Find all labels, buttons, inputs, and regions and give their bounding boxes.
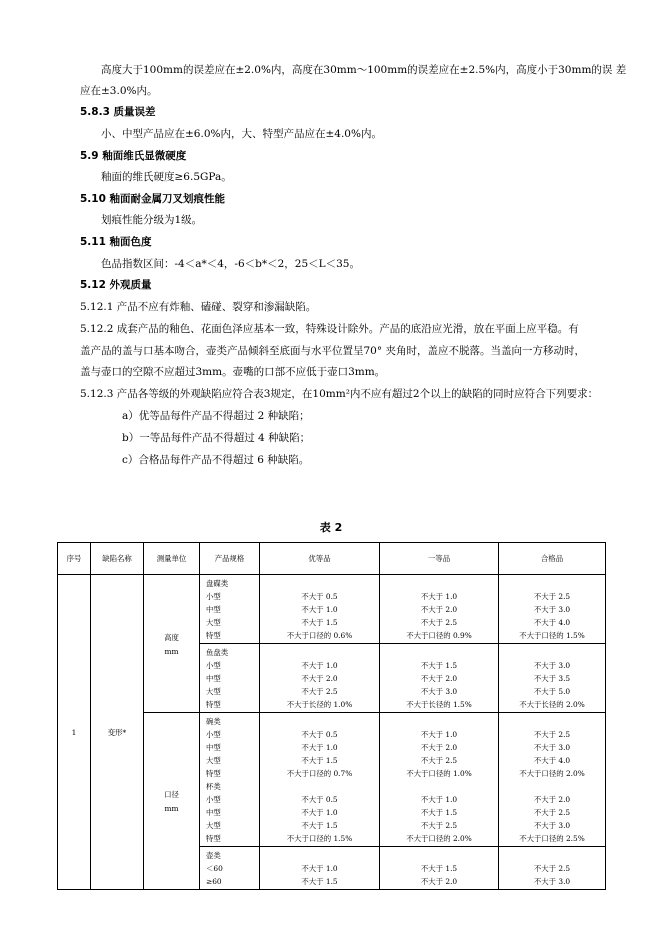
spec-line: 中型 <box>206 808 221 817</box>
value-line: 不大于 1.5 <box>420 864 458 873</box>
spec-line: 大型 <box>206 756 221 765</box>
value-line: 不大于 1.5 <box>301 877 338 886</box>
value-line: 不大于 2.5 <box>533 592 571 601</box>
value-line: 不大于 2.5 <box>420 618 458 627</box>
paragraph-height-error-line2: 应在±3.0%内。 <box>80 85 158 97</box>
value-line: 不大于口径的 2.5% <box>519 834 585 843</box>
paragraph-5-12-2-line1: 5.12.2 成套产品的釉色、花面色泽应基本一致，特殊设计除外。产品的底沿应光滑，放在平面上应平稳。有 <box>80 323 579 335</box>
value-line: 不大于 1.0 <box>420 795 458 804</box>
table-caption: 表 2 <box>319 521 343 534</box>
value-line: 不大于 3.0 <box>533 605 571 614</box>
value-line <box>380 780 498 793</box>
value-line <box>499 577 605 590</box>
value-line: 不大于 3.5 <box>533 674 571 683</box>
value-line: 不大于 3.0 <box>533 661 571 670</box>
spec-line: 特型 <box>206 769 221 778</box>
spec-line: 小型 <box>206 661 221 670</box>
value-line: 不大于 2.0 <box>301 674 338 683</box>
header-cell: 序号 <box>58 543 91 575</box>
value-line: 不大于 3.0 <box>533 821 571 830</box>
paragraph-mass-error: 小、中型产品应在±6.0%内，大、特型产品应在±4.0%内。 <box>101 128 382 140</box>
qualified-cell <box>499 644 606 713</box>
value-line: 不大于 1.0 <box>301 808 338 817</box>
value-line <box>260 577 379 590</box>
spec-cell <box>200 847 260 890</box>
header-cell: 缺陷名称 <box>91 543 144 575</box>
value-line: 不大于 5.0 <box>533 687 571 696</box>
value-line <box>380 646 498 659</box>
heading-5-10: 5.10 釉面耐金属刀叉划痕性能 <box>80 193 226 205</box>
list-item-b: b）一等品每件产品不得超过 4 种缺陷； <box>122 432 311 444</box>
premium-cell <box>260 847 380 890</box>
paragraph-5-12-1: 5.12.1 产品不应有炸釉、磕碰、裂穿和渗漏缺陷。 <box>80 301 317 313</box>
spec-line: 大型 <box>206 821 221 830</box>
value-line: 不大于 2.5 <box>533 864 571 873</box>
value-line: 不大于 1.0 <box>420 592 458 601</box>
header-cell: 产品规格 <box>200 543 260 575</box>
value-line: 不大于 3.0 <box>420 687 458 696</box>
spec-line: 大型 <box>206 687 221 696</box>
value-line <box>499 849 605 862</box>
spec-line: 中型 <box>206 605 221 614</box>
value-line: 不大于 1.5 <box>420 808 458 817</box>
value-line <box>499 646 605 659</box>
unit-height-label: 高度 <box>164 632 179 642</box>
first-cell <box>380 847 499 890</box>
row-number-cell: 1 <box>58 575 91 890</box>
spec-line: 大型 <box>206 618 221 627</box>
value-line <box>380 849 498 862</box>
value-line: 不大于口径的 2.0% <box>519 769 585 778</box>
spec-line: 小型 <box>206 730 221 739</box>
unit-diameter-label: 口径 <box>164 790 179 799</box>
value-line: 不大于长径的 1.5% <box>406 700 472 709</box>
qualified-cell <box>499 713 606 847</box>
value-line: 不大于 4.0 <box>533 756 571 765</box>
spec-line: 碗类 <box>206 717 221 726</box>
value-line <box>260 849 379 862</box>
value-line: 不大于 2.0 <box>533 795 571 804</box>
spec-line: 小型 <box>206 795 221 804</box>
value-line: 不大于长径的 1.0% <box>286 700 353 709</box>
value-line <box>260 646 379 659</box>
value-line: 不大于 1.0 <box>301 605 338 614</box>
unit-diameter-cell <box>144 713 200 890</box>
value-line: 不大于 2.5 <box>420 821 458 830</box>
defect-name-cell: 变形* <box>91 575 144 890</box>
spec-line: ＜60 <box>206 864 223 873</box>
spec-line: 特型 <box>206 834 221 843</box>
value-line <box>380 577 498 590</box>
first-cell <box>380 575 499 644</box>
qualified-cell <box>499 575 606 644</box>
value-line: 不大于 1.0 <box>301 864 338 873</box>
first-cell <box>380 713 499 847</box>
value-line: 不大于 2.5 <box>301 687 338 696</box>
spec-line: 鱼盘类 <box>206 648 229 657</box>
value-line: 不大于口径的 0.6% <box>286 631 353 640</box>
heading-5-8-3: 5.8.3 质量误差 <box>80 106 156 118</box>
paragraph-5-12-2-line2: 盖产品的盖与口基本吻合，壶类产品倾斜至底面与水平位置呈70° 夹角时，盖应不脱落。当盖向一方移动时， <box>80 345 585 357</box>
value-line: 不大于 1.5 <box>301 756 338 765</box>
table-header-row <box>58 543 606 575</box>
value-line: 不大于 1.5 <box>301 821 338 830</box>
list-item-c: c）合格品每件产品不得超过 6 种缺陷。 <box>122 454 310 466</box>
value-line: 不大于口径的 1.5% <box>286 834 353 843</box>
spec-line: 特型 <box>206 700 221 709</box>
value-line: 不大于 0.5 <box>301 592 338 601</box>
value-line: 不大于 2.5 <box>533 808 571 817</box>
value-line: 不大于 2.0 <box>420 743 458 752</box>
spec-line: 中型 <box>206 674 221 683</box>
value-line: 不大于 0.5 <box>301 795 338 804</box>
value-line: 不大于 0.5 <box>301 730 338 739</box>
spec-line: 小型 <box>206 592 221 601</box>
spec-cell <box>200 575 260 644</box>
heading-5-9: 5.9 釉面维氏显微硬度 <box>80 150 187 162</box>
premium-cell <box>260 575 380 644</box>
table-row <box>58 575 606 644</box>
value-line <box>260 715 379 728</box>
header-cell: 一等品 <box>380 543 499 575</box>
value-line: 不大于 2.5 <box>533 730 571 739</box>
spec-cell <box>200 644 260 713</box>
paragraph-5-12-3: 5.12.3 产品各等级的外观缺陷应符合表3规定，在10mm²内不应有超过2个以上的缺陷的同时应符合下列要求： <box>80 388 599 400</box>
spec-line: 特型 <box>206 631 221 640</box>
value-line: 不大于 3.0 <box>533 877 571 886</box>
header-cell: 优等品 <box>260 543 380 575</box>
spec-line: 中型 <box>206 743 221 752</box>
paragraph-hardness: 釉面的维氏硬度≥6.5GPa。 <box>101 171 232 183</box>
value-line <box>380 715 498 728</box>
value-line: 不大于 1.0 <box>301 743 338 752</box>
value-line: 不大于 1.5 <box>301 618 338 627</box>
paragraph-5-12-2-line3: 盖与壶口的空隙不应超过3mm。壶嘴的口部不应低于壶口3mm。 <box>80 366 386 378</box>
value-line: 不大于 2.5 <box>420 756 458 765</box>
first-cell <box>380 644 499 713</box>
spec-line: 杯类 <box>206 782 221 791</box>
spec-line: 盘碟类 <box>206 579 229 588</box>
unit-height-cell <box>144 575 200 713</box>
paragraph-scratch: 划痕性能分级为1级。 <box>101 214 203 226</box>
unit-height-mm: mm <box>164 646 179 656</box>
value-line: 不大于 1.0 <box>301 661 338 670</box>
value-line: 不大于 3.0 <box>533 743 571 752</box>
heading-5-12: 5.12 外观质量 <box>80 279 152 291</box>
value-line <box>499 715 605 728</box>
premium-cell <box>260 644 380 713</box>
value-line <box>260 780 379 793</box>
spec-cell <box>200 713 260 847</box>
qualified-cell <box>499 847 606 890</box>
value-line: 不大于口径的 0.7% <box>286 769 353 778</box>
unit-diameter-mm: mm <box>164 804 179 813</box>
value-line: 不大于口径的 2.0% <box>406 834 472 843</box>
premium-cell <box>260 713 380 847</box>
list-item-a: a）优等品每件产品不得超过 2 种缺陷； <box>122 410 310 422</box>
value-line: 不大于 2.0 <box>420 877 458 886</box>
heading-5-11: 5.11 釉面色度 <box>80 236 152 248</box>
defect-table <box>57 542 606 890</box>
value-line: 不大于 1.5 <box>420 661 458 670</box>
value-line: 不大于 1.0 <box>420 730 458 739</box>
value-line: 不大于口径的 1.0% <box>406 769 472 778</box>
spec-line: ≥60 <box>206 877 222 886</box>
paragraph-chromaticity: 色品指数区间：-4＜a*＜4，-6＜b*＜2，25＜L＜35。 <box>101 258 360 270</box>
header-cell: 合格品 <box>499 543 606 575</box>
value-line: 不大于口径的 1.5% <box>519 631 585 640</box>
paragraph-height-error-line1: 高度大于100mm的误差应在±2.0%内，高度在30mm～100mm的误差应在±2.5%内，高度小于30mm的误 差 <box>101 64 627 76</box>
value-line: 不大于口径的 0.9% <box>406 631 472 640</box>
value-line: 不大于长径的 2.0% <box>519 700 585 709</box>
spec-line: 壶类 <box>206 851 221 860</box>
value-line <box>499 780 605 793</box>
value-line: 不大于 4.0 <box>533 618 571 627</box>
value-line: 不大于 2.0 <box>420 674 458 683</box>
value-line: 不大于 2.0 <box>420 605 458 614</box>
header-cell: 测量单位 <box>144 543 200 575</box>
